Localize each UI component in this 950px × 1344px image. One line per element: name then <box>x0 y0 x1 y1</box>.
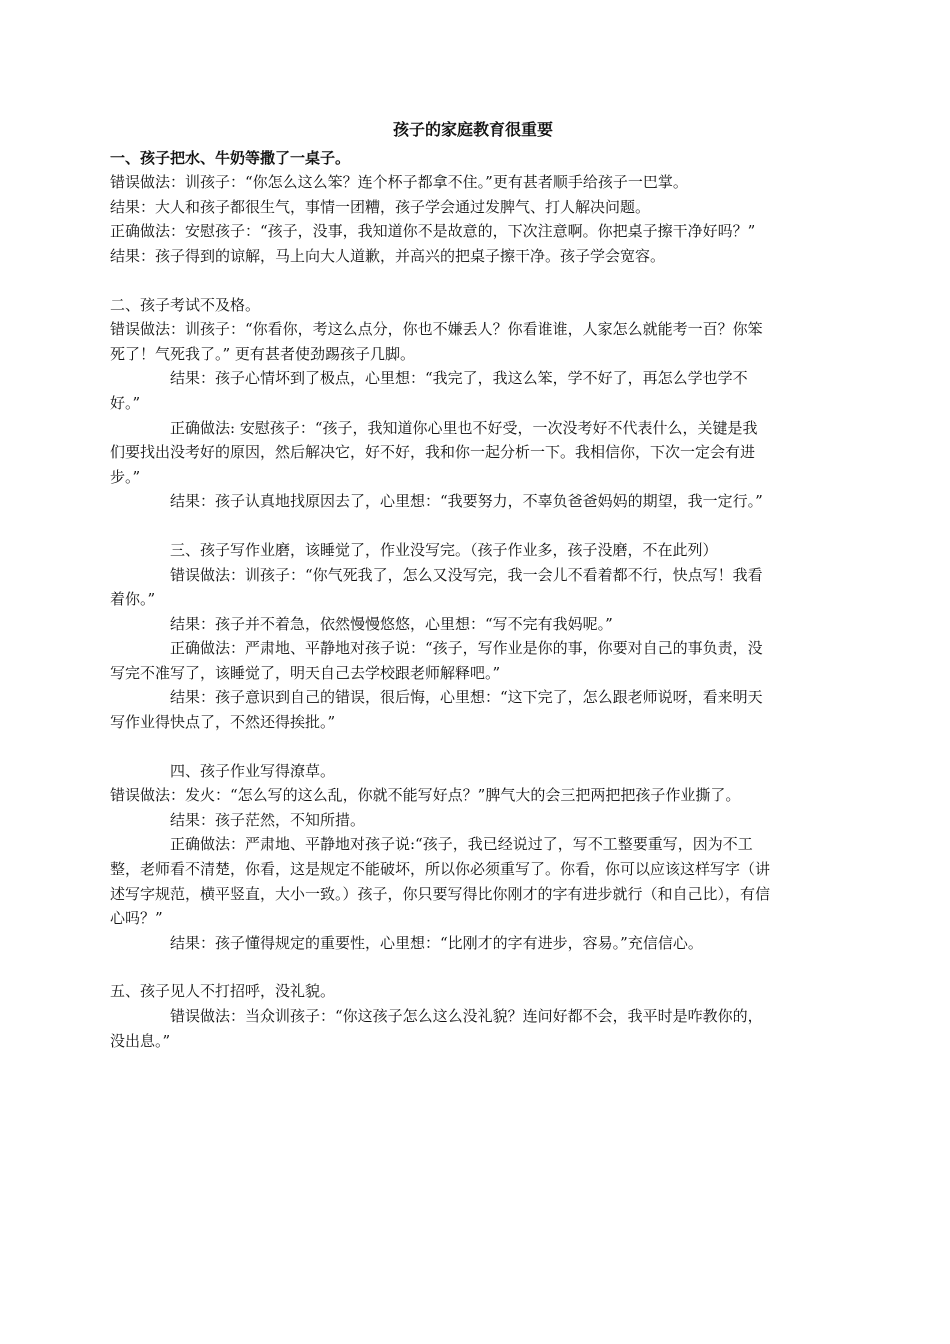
section-1-right-method: 正确做法：安慰孩子：“孩子，没事，我知道你不是故意的，下次注意啊。你把桌子擦干净好吗？” <box>110 222 756 241</box>
section-4-wrong-method: 错误做法：发火：“怎么写的这么乱，你就不能写好点？”脾气大的会三把两把把孩子作业撕了。 <box>110 786 741 805</box>
section-4-right-method: 正确做法：严肃地、平静地对孩子说:“孩子，我已经说过了，写不工整要重写，因为不工整，老师看不清楚，你看，这是规定不能破坏，所以你必须重写了。你看，你可以应该这样写字（讲述写字规范，横平竖直，大小一致。）孩子，你只要写得比你刚才的字有进步就行（和自己比），有信心吗？” <box>110 835 771 928</box>
section-3-wrong-method: 错误做法：训孩子：“你气死我了，怎么又没写完，我一会儿不看着都不行，快点写！我看着你。” <box>110 565 763 609</box>
spacer <box>110 269 772 293</box>
section-3-heading: 三、孩子写作业磨，该睡觉了，作业没写完。（孩子作业多，孩子没磨，不在此列） <box>170 540 718 559</box>
section-2-wrong-method: 错误做法：训孩子：“你看你，考这么点分，你也不嫌丢人？你看谁谁，人家怎么就能考一百？你笨死了！气死我了。” 更有甚者使劲踢孩子几脚。 <box>110 320 763 363</box>
section-2-wrong-result: 结果：孩子心情坏到了极点，心里想：“我完了，我这么笨，学不好了，再怎么学也学不好。” <box>110 369 748 412</box>
document-title: 孩子的家庭教育很重要 <box>392 120 553 139</box>
section-3-right-result: 结果：孩子意识到自己的错误，很后悔，心里想：“这下完了，怎么跟老师说呀，看来明天写作业得快点了，不然还得挨批。” <box>110 688 763 732</box>
section-2-right-method: 正确做法: 安慰孩子：“孩子，我知道你心里也不好受，一次没考好不代表什么，关键是我们要找出没考好的原因，然后解决它，好不好，我和你一起分析一下。我相信你，下次一定会有进步。” <box>110 418 758 486</box>
section-1-wrong-result: 结果：大人和孩子都很生气，事情一团糟，孩子学会通过发脾气、打人解决问题。 <box>110 197 651 216</box>
section-3-wrong-result: 结果：孩子并不着急，依然慢慢悠悠，心里想：“写不完有我妈呢。” <box>170 614 613 633</box>
section-2-right-result: 结果：孩子认真地找原因去了，心里想：“我要努力，不辜负爸爸妈妈的期望，我一定行。” <box>170 492 763 511</box>
section-3-right-method: 正确做法：严肃地、平静地对孩子说：“孩子，写作业是你的事，你要对自己的事负责，没写完不准写了，该睡觉了，明天自己去学校跟老师解释吧。” <box>110 639 763 682</box>
spacer <box>110 955 772 979</box>
section-1-wrong-method: 错误做法：训孩子：“你怎么这么笨？连个杯子都拿不住。”更有甚者顺手给孩子一巴掌。 <box>110 173 688 192</box>
spacer <box>110 735 772 759</box>
section-1-right-result: 结果：孩子得到的谅解，马上向大人道歉，并高兴的把桌子擦干净。孩子学会宽容。 <box>110 246 666 265</box>
section-4-wrong-result: 结果：孩子茫然，不知所措。 <box>170 810 366 829</box>
section-5-wrong-method: 错误做法：当众训孩子：“你这孩子怎么这么没礼貌？连问好都不会，我平时是咋教你的，没出息。” <box>110 1007 763 1050</box>
section-4-heading: 四、孩子作业写得潦草。 <box>170 761 336 780</box>
section-4-right-result: 结果：孩子懂得规定的重要性，心里想：“比刚才的字有进步，容易。”充信信心。 <box>170 933 703 952</box>
section-1-heading: 一、孩子把水、牛奶等撒了一桌子。 <box>110 148 351 167</box>
spacer <box>110 514 772 538</box>
section-2-heading: 二、孩子考试不及格。 <box>110 295 261 314</box>
section-5-heading: 五、孩子见人不打招呼，没礼貌。 <box>110 982 336 1001</box>
